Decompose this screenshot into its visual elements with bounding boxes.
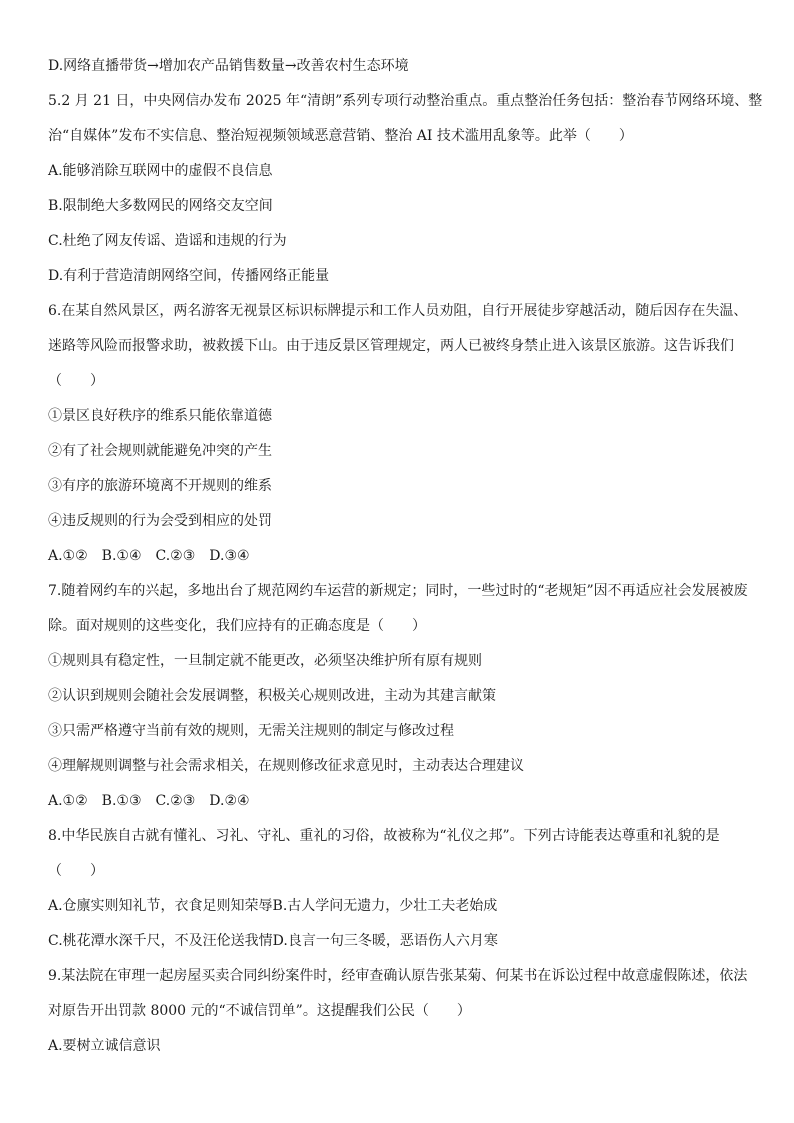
q5-option-a: A.能够消除互联网中的虚假不良信息	[48, 163, 273, 179]
q4-option-d: D.网络直播带货→增加农产品销售数量→改善农村生态环境	[48, 58, 409, 74]
q9-stem-line-1: 9.某法院在审理一起房屋买卖合同纠纷案件时，经审查确认原告张某菊、何某书在诉讼过程中故意虚假陈述，依法	[48, 968, 748, 984]
q7-statement-3: ③只需严格遵守当前有效的规则，无需关注规则的制定与修改过程	[48, 723, 454, 739]
q6-options: A.①② B.①④ C.②③ D.③④	[48, 548, 250, 564]
q7-statement-4: ④理解规则调整与社会需求相关，在规则修改征求意见时，主动表达合理建议	[48, 758, 524, 774]
q6-statement-1: ①景区良好秩序的维系只能依靠道德	[48, 408, 272, 424]
q8-options-ab: A.仓廪实则知礼节，衣食足则知荣辱B.古人学问无遗力，少壮工夫老始成	[48, 898, 498, 914]
q7-statement-2: ②认识到规则会随社会发展调整，积极关心规则改进，主动为其建言献策	[48, 688, 496, 704]
q6-statement-3: ③有序的旅游环境离不开规则的维系	[48, 478, 272, 494]
q9-option-a: A.要树立诚信意识	[48, 1038, 161, 1054]
q6-statement-4: ④违反规则的行为会受到相应的处罚	[48, 513, 272, 529]
q5-option-b: B.限制绝大多数网民的网络交友空间	[48, 198, 273, 214]
q6-answer-bracket: （ ）	[48, 373, 104, 389]
q7-options: A.①② B.①③ C.②③ D.②④	[48, 793, 250, 809]
q8-answer-bracket: （ ）	[48, 863, 104, 879]
q9-stem-line-2: 对原告开出罚款 8000 元的“不诚信罚单”。这提醒我们公民（ ）	[48, 1003, 471, 1019]
q8-options-cd: C.桃花潭水深千尺，不及汪伦送我情D.良言一句三冬暖，恶语伤人六月寒	[48, 933, 498, 949]
q7-stem-line-2: 除。面对规则的这些变化，我们应持有的正确态度是（ ）	[48, 618, 426, 634]
q7-stem-line-1: 7.随着网约车的兴起，多地出台了规范网约车运营的新规定；同时，一些过时的“老规矩”因不再适应社会发展被废	[48, 583, 748, 599]
q5-option-c: C.杜绝了网友传谣、造谣和违规的行为	[48, 233, 287, 249]
q5-stem-line-2: 治“自媒体”发布不实信息、整治短视频领域恶意营销、整治 AI 技术滥用乱象等。此举（ ）	[48, 128, 633, 144]
q5-option-d: D.有利于营造清朗网络空间，传播网络正能量	[48, 268, 330, 284]
q5-stem-line-1: 5.2 月 21 日，中央网信办发布 2025 年“清朗”系列专项行动整治重点。重点整治任务包括：整治春节网络环境、整	[48, 93, 763, 109]
q8-stem-line-1: 8.中华民族自古就有懂礼、习礼、守礼、重礼的习俗，故被称为“礼仪之邦”。下列古诗能表达尊重和礼貌的是	[48, 828, 720, 844]
q7-statement-1: ①规则具有稳定性，一旦制定就不能更改，必须坚决维护所有原有规则	[48, 653, 482, 669]
q6-statement-2: ②有了社会规则就能避免冲突的产生	[48, 443, 272, 459]
q6-stem-line-1: 6.在某自然风景区，两名游客无视景区标识标牌提示和工作人员劝阻，自行开展徒步穿越活动，随后因存在失温、	[48, 303, 748, 319]
q6-stem-line-2: 迷路等风险而报警求助，被救援下山。由于违反景区管理规定，两人已被终身禁止进入该景区旅游。这告诉我们	[48, 338, 734, 354]
